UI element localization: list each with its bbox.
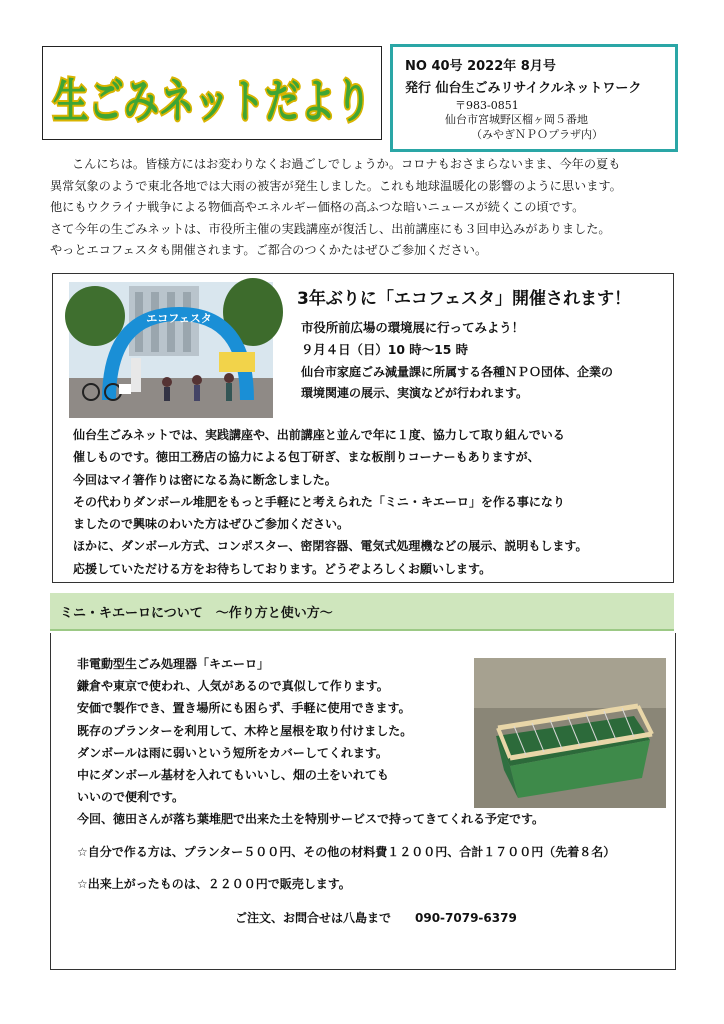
kieero-line: 鎌倉や東京で使われ、人気があるので真似して作ります。 <box>77 679 389 694</box>
kieero-line: 中にダンボール基材を入れてもいいし、畑の土をいれても <box>77 768 389 783</box>
arch-banner-text: エコフェスタ <box>146 312 212 325</box>
intro-line: 異常気象のようで東北各地では大雨の被害が発生しました。これも地球温暖化の影響のように思います。 <box>50 178 622 193</box>
kieero-line: 今回、徳田さんが落ち葉堆肥で出来た土を特別サービスで持ってきてくれる予定です。 <box>77 812 545 827</box>
intro-text <box>50 154 680 262</box>
body-line: 仙台生ごみネットでは、実践講座や、出前講座と並んで年に１度、協力して取り組んでいる <box>73 428 565 442</box>
body-line: その代わりダンボール堆肥をもっと手軽にと考えられた「ミニ・キエーロ」を作る事になり <box>73 494 565 509</box>
kieero-price: ☆自分で作る方は、プランター５００円、その他の材料費１２００円、合計１７００円（先着８名） <box>77 845 616 859</box>
kieero-line: 安価で製作でき、置き場所にも困らず、手軽に使用できます。 <box>77 701 411 716</box>
kieero-heading: ミニ・キエーロについて ～作り方と使い方～ <box>60 606 333 621</box>
intro-line: やっとエコフェスタも開催されます。ご都合のつくかたはぜひご参加ください。 <box>50 243 488 257</box>
desc-line: 仙台市家庭ごみ減量課に所属する各種ＮＰＯ団体、企業の <box>301 365 614 379</box>
kieero-contact: ご注文、お問合せは八島まで 090-7079-6379 <box>235 911 517 925</box>
kieero-line: 既存のプランターを利用して、木枠と屋根を取り付けました。 <box>77 723 413 738</box>
eco-festa-photo <box>69 282 273 418</box>
body-line: ましたので興味のわいた方はぜひご参加ください。 <box>73 517 350 532</box>
eco-festa-date: ９月４日（日）10 時～15 時 <box>301 342 469 357</box>
desc-line: 環境関連の展示、実演などが行われます。 <box>301 386 529 400</box>
postal-code: 〒983-0851 <box>455 99 519 112</box>
masthead-title <box>49 53 375 133</box>
address-note: （みやぎＮＰＯプラザ内） <box>471 128 603 141</box>
masthead-title-text: 生ごみネットだより <box>53 74 371 128</box>
body-line: ほかに、ダンボール方式、コンポスター、密閉容器、電気式処理機などの展示、説明もします。 <box>73 539 588 554</box>
eco-festa-subtitle: 市役所前広場の環境展に行ってみよう！ <box>301 320 525 335</box>
eco-festa-description <box>301 362 613 404</box>
body-line: 今回はマイ箸作りは密になる為に断念しました。 <box>73 472 337 487</box>
kieero-line: 非電動型生ごみ処理器「キエーロ」 <box>77 657 270 671</box>
body-line: 催しものです。徳田工務店の協力による包丁研ぎ、まな板削りコーナーもありますが、 <box>73 450 540 465</box>
intro-line: 他にもウクライナ戦争による物価高やエネルギー価格の高ふつな暗いニュースが続くこの頃です。 <box>50 200 585 214</box>
publisher: 発行 仙台生ごみリサイクルネットワーク <box>405 81 642 96</box>
kieero-photo <box>474 658 666 808</box>
issue-info-box <box>390 44 678 152</box>
masthead-title-box <box>42 46 382 140</box>
eco-festa-box <box>52 273 674 583</box>
intro-line: こんにちは。皆様方にはお変わりなくお過ごしでしょうか。コロナもおさまらないまま、今年の夏も <box>72 157 621 171</box>
kieero-section-header <box>50 593 674 631</box>
kieero-line: いいので便利です。 <box>77 790 185 805</box>
intro-line: さて今年の生ごみネットは、市役所主催の実践講座が復活し、出前講座にも３回申込みがありました。 <box>50 221 611 236</box>
kieero-sale: ☆出来上がったものは、２２００円で販売します。 <box>77 877 351 891</box>
eco-festa-title: 3年ぶりに「エコフェスタ」開催されます！ <box>297 289 631 309</box>
kieero-line: ダンボールは雨に弱いという短所をカバーしてくれます。 <box>77 745 388 760</box>
kieero-box <box>50 633 676 970</box>
body-line: 応援していただける方をお待ちしております。どうぞよろしくお願いします。 <box>73 561 492 576</box>
eco-festa-body <box>73 424 587 580</box>
address: 仙台市宮城野区榴ヶ岡５番地 <box>445 113 588 126</box>
issue-number: NO 40号 2022年 8月号 <box>405 59 556 74</box>
